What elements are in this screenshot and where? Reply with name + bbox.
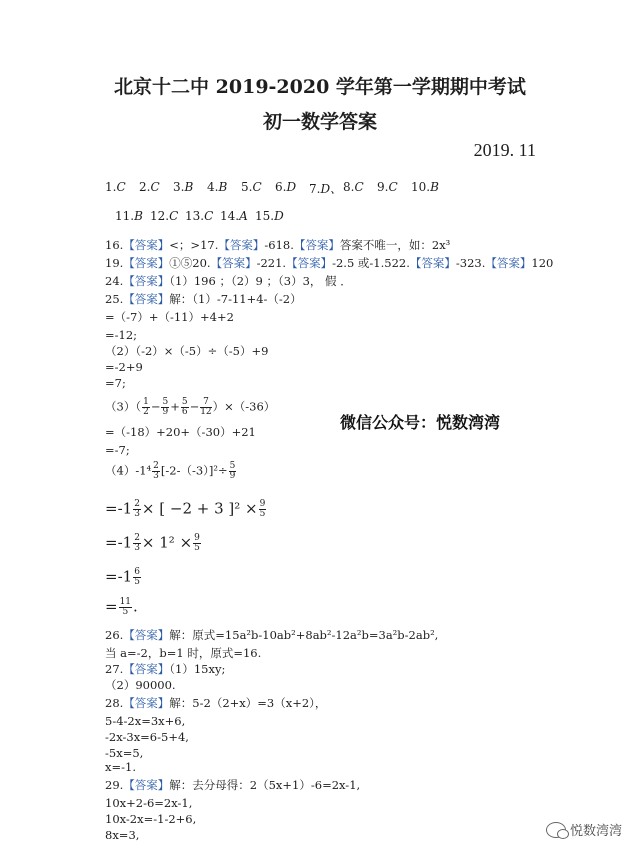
choice-answer [105, 180, 126, 194]
choice-letter: C [354, 180, 364, 194]
choice-answer [241, 180, 262, 194]
choice-answer [173, 180, 193, 194]
choice-number: 4. [207, 180, 219, 194]
choice-answer [377, 180, 398, 194]
answer-line-25-6: =7; [105, 376, 126, 390]
answer-line-27-2: （2）90000. [105, 678, 176, 692]
choice-letter: C [116, 180, 126, 194]
watermark-text: 微信公众号：悦数湾湾 [340, 413, 501, 432]
choice-letter: B [218, 180, 228, 194]
answer-line-25-2: =（-7）+（-11）+4+2 [105, 310, 234, 324]
answer-line-26-head: 26.【答案】解：原式=15a²b-10ab²+8ab²-12a²b=3a²b-2ab², [105, 628, 439, 642]
choice-number: 9. [377, 180, 389, 194]
answer-line-25-5: =-2+9 [105, 360, 143, 374]
choice-answer [309, 180, 342, 197]
choice-letter: B [430, 180, 439, 194]
choice-letter: B [134, 209, 143, 223]
answer-line-25-9: =-7; [105, 443, 130, 457]
answer-line-29-3: 10x-2x=-1-2+6, [105, 812, 197, 826]
choice-letter: A [239, 209, 248, 223]
choice-letter: B [184, 180, 194, 194]
answer-line-25-3: =-12; [105, 328, 138, 342]
answer-line-26-2: 当 a=-2，b=1 时，原式=16. [105, 646, 262, 660]
choice-number: 11. [115, 209, 135, 223]
corner-text: 悦数湾湾 [569, 824, 622, 839]
choice-answer [115, 209, 143, 223]
answer-line-25-11: =-1 $\frac{2}{3}$ × [ −2 + 3 ]² × $\frac{9}{5}$ [105, 499, 266, 519]
page-title: 北京十二中 2019-2020 学年第一学期期中考试 [114, 76, 526, 98]
choice-answer [343, 180, 364, 194]
choice-letter: D [286, 180, 297, 194]
answer-line-29-head: 29.【答案】解：去分母得：2（5x+1）-6=2x-1, [105, 778, 361, 792]
choice-number: 10. [411, 180, 431, 194]
choice-number: 7. [309, 182, 321, 196]
choice-letter: C [150, 180, 160, 194]
choice-number: 3. [173, 180, 185, 194]
choice-number: 8. [343, 180, 355, 194]
choice-answer [150, 209, 178, 223]
choice-answer [255, 209, 284, 223]
choice-number: 12. [150, 209, 170, 223]
choice-answer [220, 209, 248, 223]
choice-number: 1. [105, 180, 117, 194]
answer-line-25-4: （2）（-2）×（-5）÷（-5）+9 [105, 344, 269, 358]
choice-letter: C [169, 209, 179, 223]
answer-line-29-4: 8x=3, [105, 828, 140, 842]
answer-line-28-2: 5-4-2x=3x+6, [105, 714, 186, 728]
corner-logo [546, 820, 622, 839]
answer-line-24: 24.【答案】（1）196 ；（2）9 ；（3）3， 假 ． [105, 274, 352, 288]
answer-line-25-10: （4）-1⁴ $\frac{2}{3}$ [-2-（-3）]²÷ $\frac{5}{9}$ [105, 461, 236, 481]
page-subtitle: 初一数学答案 [262, 111, 377, 133]
answer-line-28-4: -5x=5, [105, 746, 144, 760]
answer-line-28-5: x=-1. [105, 760, 136, 774]
choice-number: 14. [220, 209, 240, 223]
choice-answer [139, 180, 160, 194]
choice-number: 5. [241, 180, 253, 194]
answer-line-28-head: 28.【答案】解：5-2（2+x）=3（x+2）， [105, 696, 327, 710]
choice-answer [207, 180, 227, 194]
answer-line-25-14: = $\frac{11}{5}$ . [105, 597, 138, 617]
answer-line-25-8: =（-18）+20+（-30）+21 [105, 425, 256, 439]
wechat-icon [546, 822, 566, 838]
answer-line-16-18: 16.【答案】<；>17.【答案】-618.【答案】答案不唯一，如：2x³ [105, 238, 451, 252]
choice-letter: D、 [320, 182, 343, 196]
exam-date: 2019. 11 [473, 140, 536, 160]
choice-number: 13. [185, 209, 205, 223]
choice-letter: C [252, 180, 262, 194]
answer-line-25-12: =-1 $\frac{2}{3}$ × 1² × $\frac{9}{5}$ [105, 533, 200, 553]
choice-letter: C [204, 209, 214, 223]
choice-letter: D [274, 209, 284, 223]
answer-line-28-3: -2x-3x=6-5+4, [105, 730, 189, 744]
answer-line-25-13: =-1 $\frac{6}{5}$ [105, 567, 140, 587]
answer-line-27-head: 27.【答案】（1）15xy; [105, 662, 226, 676]
answer-line-25-7: （3）（ $\frac{1}{2}$ − $\frac{5}{9}$ + $\frac{5}{6}$ − $\frac{7}{12}$ ）×（-36） [105, 397, 276, 417]
answer-line-25-head: 25.【答案】解：（1）-7-11+4-（-2） [105, 292, 302, 306]
choice-letter: C [388, 180, 398, 194]
choice-answer [411, 180, 439, 194]
choice-answer [185, 209, 213, 223]
answer-line-29-2: 10x+2-6=2x-1, [105, 796, 193, 810]
choice-number: 2. [139, 180, 151, 194]
answer-line-19-23: 19.【答案】①⑤20.【答案】-221.【答案】-2.5 或-1.522.【答案】-323.【答案】120 [105, 256, 554, 270]
choice-answer [275, 180, 296, 194]
choice-number: 15. [255, 209, 275, 223]
choice-number: 6. [275, 180, 287, 194]
